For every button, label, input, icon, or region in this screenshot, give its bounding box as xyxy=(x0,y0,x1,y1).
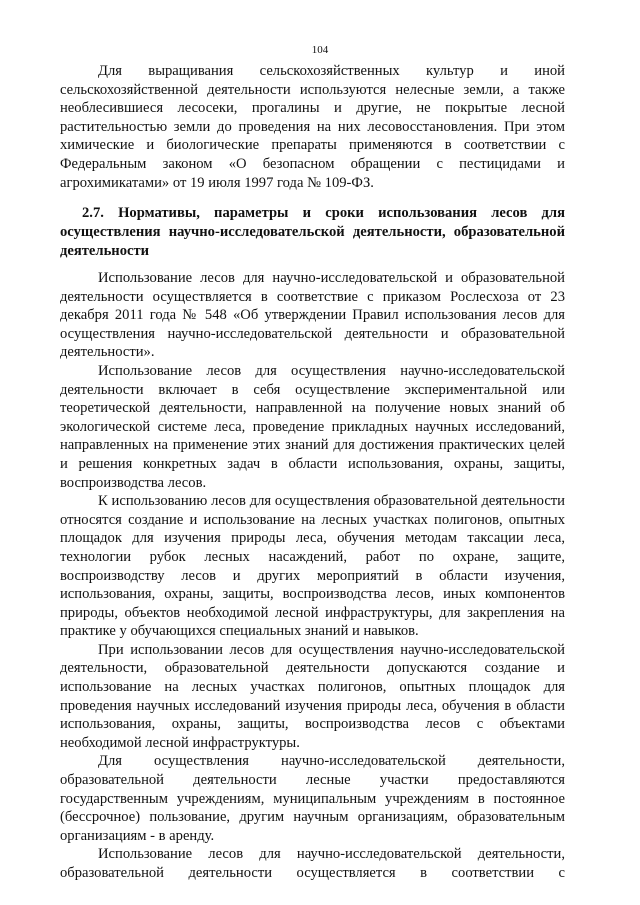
section-body xyxy=(60,269,565,883)
section-heading: 2.7. Нормативы, параметры и сроки использования лесов для осуществления научно-исследовательской деятельности, образовательной деятельности xyxy=(60,205,565,259)
paragraph-6: Использование лесов для научно-исследовательской деятельности, образовательной деятельности осуществляется в соответствии с xyxy=(60,846,565,881)
paragraph-3: К использованию лесов для осуществления образовательной деятельности относятся создание и использование на лесных участках полигонов, опытных площадок для изучения природы леса, обучения методам таксации леса, технологии рубок лесных насаждений, работ по охране, защите, воспроизводству лесов и других мероприятий в области изучения, использования, охраны, защиты, воспроизводства лесов, иных компонентов природы, объектов необходимой лесной инфраструктуры, для закрепления на практике у обучающихся специальных знаний и навыков. xyxy=(60,493,565,640)
paragraph-agriculture: Для выращивания сельскохозяйственных культур и иной сельскохозяйственной деятельности используются нелесные земли, а также необлесившиеся лесосеки, прогалины и другие, не покрытые лесной растительностью земли до проведения на них лесовосстановления. При этом химические и биологические препараты применяются в соответствии с Федеральным законом «О безопасном обращении с пестицидами и агрохимикатами» от 19 июля 1997 года № 109-ФЗ. xyxy=(60,63,565,191)
paragraph-5: Для осуществления научно-исследовательской деятельности, образовательной деятельности лесные участки предоставляются государственным учреждениям, муниципальным учреждениям в постоянное (бессрочное) пользование, другим научным организациям, образовательным организациям - в аренду. xyxy=(60,753,565,844)
paragraph-1: Использование лесов для научно-исследовательской и образовательной деятельности осуществляется в соответствие с приказом Рослесхоза от 23 декабря 2011 года № 548 «Об утверждении Правил использования лесов для осуществления научно-исследовательской деятельности и образовательной деятельности». xyxy=(60,270,565,361)
paragraph-2: Использование лесов для осуществления научно-исследовательской деятельности включает в себя осуществление экспериментальной или теоретической деятельности, направленной на получение новых знаний об экологической системе леса, проведение прикладных научных исследований, направленных на применение этих знаний для достижения практических целей и решения конкретных задач в области использования, охраны, защиты, воспроизводства лесов. xyxy=(60,362,565,491)
intro-section xyxy=(60,62,565,192)
paragraph-4: При использовании лесов для осуществления научно-исследовательской деятельности, образовательной деятельности допускаются создание и использование на лесных участках полигонов, опытных площадок для проведения научных исследований изучения природы леса, обучения в области использования, охраны, защиты, воспроизводства лесов с объектами необходимой лесной инфраструктуры. xyxy=(60,641,565,751)
page-number: 104 xyxy=(311,44,329,56)
section-2-7 xyxy=(60,204,565,260)
